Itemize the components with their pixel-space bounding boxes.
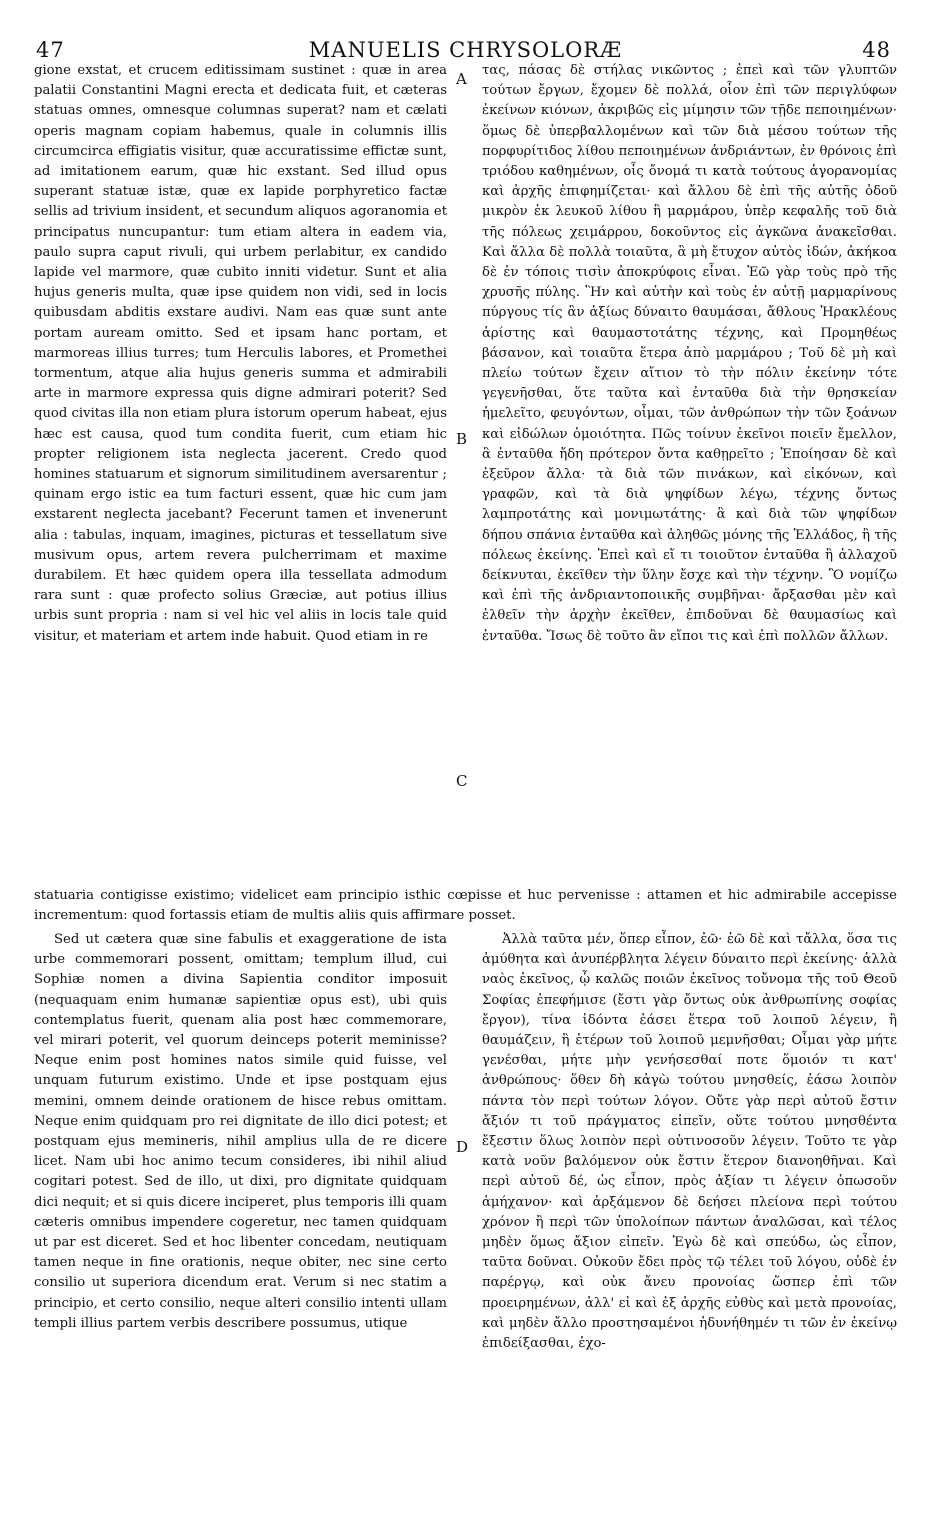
- greek-column-bottom: Ἀλλὰ ταῦτα μέν, ὅπερ εἶπον, ἐῶ· ἐῶ δὲ καὶ τἄλλα, ὅσα τις ἀμύθητα καὶ ἀνυπέρβλητα λέγειν δύναιτο περὶ ἐκείνης· ἀλλὰ ναὸς ἐκεῖνος, ᾧ καλῶς ποιῶν ἐκεῖνος τοὔνομα τῆς τοῦ Θεοῦ Σοφίας ἐπεφήμισε (ἔστι γὰρ ὄντως οὐκ ἀνθρωπίνης σοφίας ἔργον), τίνα ἰδόντα ἐάσει ἕτερα τοῦ λοιποῦ λέγειν, ἢ θαυμάζειν, ἢ ἑτέρων τοῦ λοιποῦ μεμνῆσθαι; Οἶμαι γὰρ μήτε γενέσθαι, μήτε μὴν γενήσεσθαί ποτε ὅμοιόν τι κατ' ἀνθρώπους· ὅθεν δὴ κἀγὼ τούτου μνησθείς, ἐάσω λοιπὸν πάντα τὸν περὶ τούτων λόγον. Οὔτε γὰρ περὶ αὐτοῦ ἔστιν ἄξιόν τι τοῦ πράγματος εἰπεῖν, οὔτε τούτου μνησθέντα ἔξεστιν ὅλως λοιπὸν περὶ οὑτινοσοῦν λέγειν. Τοῦτο τε γὰρ κατὰ νοῦν βαλόμενον οὐκ ἔστιν ἕτερον διανοηθῆναι. Καὶ περὶ αὐτοῦ δέ, ὡς εἶπον, πρὸς ἀξίαν τι λέγειν ὁπωσοῦν ἀμήχανον· καὶ ἀρξάμενον δὲ δεήσει πλείονα περὶ τούτου χρόνον ἢ περὶ τῶν ὑπολοίπων πάντων ἀναλῶσαι, καὶ τέλος μηδὲν ὅμως ἄξιον εἰπεῖν. Ἐγὼ δὲ καὶ σπεύδω, ὡς εἶπον, ταῦτα δοῦναι. Οὐκοῦν ἔδει πρὸς τῷ τέλει τοῦ λόγου, οὐδὲ ἐν παρέργῳ, καὶ οὐκ ἄνευ προνοίας ὥσπερ ἐπὶ τῶν προειρημένων, ἀλλ' εἰ καὶ ἐξ ἀρχῆς εὐθὺς καὶ μετὰ προνοίας, καὶ μηδὲν ἄλλο προστησαμένοι ἡδυνήθημέν τι τῶν ἐν ἐκείνῳ ἐπιδείξασθαι, ἐχο-: [482, 932, 897, 1352]
- page-number-left: 47: [36, 38, 65, 62]
- latin-column-bottom: Sed ut cætera quæ sine fabulis et exaggeratione de ista urbe commemorari possent, omittam; templum illud, cui Sophiæ nomen a divina Sapientia conditor imposuit (nequaquam enim humanæ sapientiæ opus est), ubi quis contemplatus fuerit, quenam alia post hæc commemorare, vel mirari poterit, vel quorum deinceps poterit meminisse? Neque enim post homines natos simile quid fuisse, vel unquam futurum existimo. Unde et ipse postquam ejus memini, omnem deinde orationem de hisce rebus omittam. Neque enim quidquam pro rei dignitate de illo dici potest; et postquam ejus memineris, nihil amplius ulla de re dicere licet. Nam ubi hoc animo tecum consideres, ibi nihil aliud cogitari potest. Sed de illo, ut dixi, pro dignitate quidquam dici nequit; et si quis dicere inciperet, plus temporis illi quam cæteris omnibus impendere cogeretur, nec tamen quidquam ut par est diceret. Sed et hoc libenter concedam, neutiquam tamen neque in fine orationis, neque obiter, nec sine certo consilio ut superiora dicendum erat. Verum si nec statim a principio, et certo consilio, neque alteri consilio intenti ullam templi illius partem verbis describere possumus, utique: [34, 932, 447, 1331]
- section-marker-d: D: [456, 1138, 469, 1156]
- latin-full-width-line: statuaria contigisse existimo; videlicet eam principio isthic cœpisse et huc pervenisse : attamen et hic admirabile accepisse incrementum: quod fortassis etiam de multis aliis quis affirmare posset.: [34, 888, 897, 924]
- section-marker-a: A: [456, 70, 467, 88]
- page-number-right: 48: [862, 38, 891, 62]
- section-marker-b: B: [456, 430, 468, 448]
- section-marker-c: C: [456, 772, 468, 790]
- greek-column-top: τας, πάσας δὲ στήλας νικῶντος ; ἐπεὶ καὶ τῶν γλυπτῶν τούτων ἔργων, ἔχομεν δὲ πολλά, οἷον ἐπὶ τῶν περιγλύφων ἐκείνων κιόνων, ἀκριβῶς εἰς μίμησιν τῶν τῇδε πεποιημένων· ὅμως δὲ ὑπερβαλλομένων καὶ τῶν διὰ μέσου τούτων τῆς πορφυρίτιδος λίθου πεποιημένων ἀνδριάντων, ἐν θρόνοις ἐπὶ τριόδου καθημένων, οἷς ὄνομά τι κατὰ τούτους ἀγορανομίας καὶ ἀρχῆς ἐπιφημίζεται· καὶ ἄλλου δὲ ἐπὶ τῆς αὐτῆς ὁδοῦ μικρὸν ἐκ λευκοῦ λίθου ἢ μαρμάρου, ὑπὲρ κεφαλῆς τοῦ διὰ τῆς πόλεως χειμάρρου, δοκοῦντος εἰς ἀγκῶνα ἀνακεῖσθαι. Καὶ ἄλλα δὲ πολλὰ τοιαῦτα, ἃ μὴ ἔτυχον αὐτὸς ἰδών, ἀκήκοα δὲ ἐν τόποις τισὶν ἀποκρύφοις εἶναι. Ἐῶ γὰρ τοὺς πρὸ τῆς χρυσῆς πύλης. Ἣν καὶ αὐτὴν καὶ τοὺς ἐν αὐτῇ μαρμαρίνους πύργους τίς ἂν ἀξίως δύναιτο θαυμάσαι, ἄθλους Ἡρακλέους ἀρίστης καὶ θαυμαστοτάτης τέχνης, καὶ Προμηθέως βάσανον, καὶ τοιαῦτα ἕτερα ἀπὸ μαρμάρου ; Τοῦ δὲ μὴ καὶ πλείω τούτων ἔχειν αἴτιον τὸ τὴν πόλιν ἐκείνην τότε γεγενῆσθαι, ὅτε ταῦτα καὶ ἐνταῦθα διὰ τὴν θρησκείαν ἠμελεῖτο, φευγόντων, οἶμαι, τῶν ἀνθρώπων τὴν τῶν ξοάνων καὶ εἰδώλων ὁμοιότητα. Πῶς τοίνυν ἐκεῖνοι ποιεῖν ἔμελλον, ἃ ἐνταῦθα ἤδη πρότερον ὄντα καθῃρεῖτο ; Ἐποίησαν δὲ καὶ ἐξεῦρον ἄλλα· τὰ διὰ τῶν πινάκων, καὶ εἰκόνων, καὶ γραφῶν, καὶ τὰ διὰ ψηφίδων λέγω, τέχνης ὄντως λαμπροτάτης καὶ μονιμωτάτης· ἃ καὶ διὰ τῶν ψηφίδων δήπου σπάνια ἐνταῦθα καὶ ἀληθῶς μόνης τῆς Ἑλλάδος, ἢ τῆς πόλεως ἐκείνης. Ἐπεὶ καὶ εἴ τι τοιοῦτον ἐνταῦθα ἢ ἀλλαχοῦ δείκνυται, ἐκεῖθεν τὴν ὕλην ἔσχε καὶ τὴν τέχνην. Ὃ νομίζω καὶ ἐπὶ τῆς ἀνδριαντοποιικῆς συμβῆναι· ἄρξασθαι μὲν καὶ ἐλθεῖν τὴν ἀρχὴν ἐκεῖθεν, ἐπιδοῦναι δὲ θαυμασίως καὶ ἐνταῦθα. Ἴσως δὲ τοῦτο ἂν εἴποι τις καὶ ἐπὶ πολλῶν ἄλλων.: [482, 63, 897, 644]
- latin-column-top: gione exstat, et crucem editissimam sustinet : quæ in area palatii Constantini Magni erecta et dedicata fuit, et cæteras statuas omnes, omnesque columnas superat? nam et cælati operis magnam copiam habemus, quale in columnis illis circumcirca effigiatis visitur, quæ accuratissime effictæ sunt, ad imitationem earum, quæ hic exstant. Sed illud opus superant statuæ istæ, quæ ex lapide porphyretico factæ sellis ad trivium insident, et secundum aliquos agoranomia et principatus nuncupantur: tum etiam altera in eadem via, paulo supra caput rivuli, qui urbem perlabitur, ex candido lapide vel marmore, quæ cubito inniti videtur. Sunt et alia hujus generis multa, quæ ipse quidem non vidi, sed in locis quibusdam abditis exstare audivi. Nam eas quæ sunt ante portam auream omitto. Sed et ipsam hanc portam, et marmoreas illius turres; tum Herculis labores, et Promethei tormentum, atque alia hujus generis summa et admirabili arte in marmore expressa quis digne admirari poterit? Sed quod civitas illa non etiam plura istorum operum habeat, ejus hæc est causa, quod tum condita fuerit, cum etiam hic propter religionem ista neglecta jacerent. Credo quod homines statuarum et signorum similitudinem aversarentur ; quinam ergo istic ea tum facturi essent, quæ hic cum jam exstarent neglecta jacebant? Fecerunt tamen et invenerunt alia : tabulas, inquam, imagines, picturas et tessellatum sive musivum opus, artem revera pulcherrimam et maxime durabilem. Et hæc quidem opera illa tessellata admodum rara sunt : quæ profecto solius Græciæ, aut potius illius urbis sunt propria : nam si vel hic vel aliis in locis tale quid visitur, et materiam et artem inde habuit. Quod etiam in re: [34, 63, 447, 644]
- running-title: MANUELIS CHRYSOLORÆ: [308, 38, 623, 62]
